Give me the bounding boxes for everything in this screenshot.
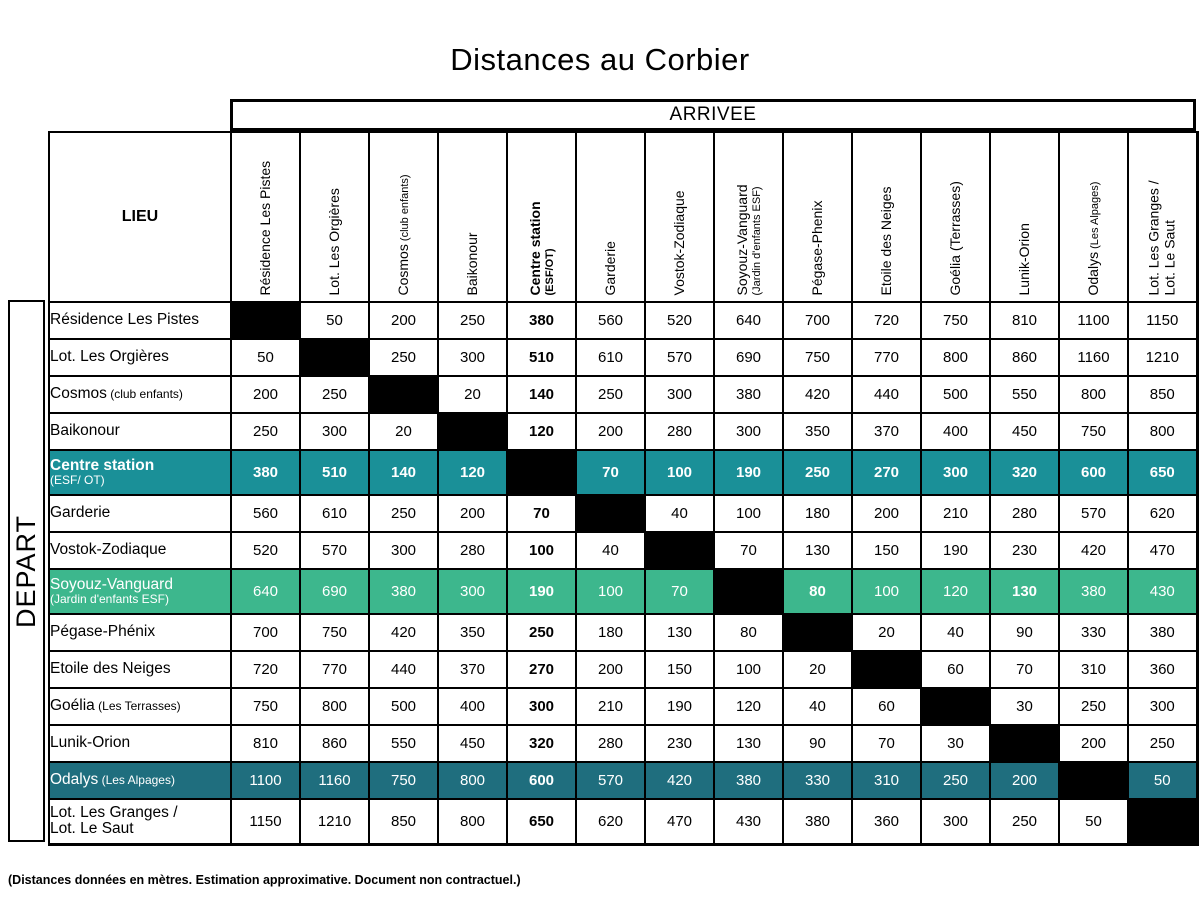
distance-cell: 360 — [852, 799, 921, 844]
row-label: Résidence Les Pistes — [49, 302, 231, 339]
col-header-text: Pégase-Phenix — [808, 200, 825, 296]
col-header — [300, 132, 369, 302]
distance-cell: 610 — [576, 339, 645, 376]
distance-cell: 300 — [1128, 688, 1197, 725]
col-header-text: Soyouz-Vanguard (Jardin d'enfants ESF) — [733, 184, 763, 296]
distance-cell: 380 — [783, 799, 852, 844]
distance-cell: 380 — [507, 302, 576, 339]
distance-cell: 80 — [783, 569, 852, 614]
col-header — [369, 132, 438, 302]
distance-cell: 550 — [369, 725, 438, 762]
row-label: Lot. Les Orgières — [49, 339, 231, 376]
distance-cell: 850 — [369, 799, 438, 844]
distance-cell: 330 — [783, 762, 852, 799]
distance-cell: 270 — [852, 450, 921, 495]
row-label: Pégase-Phénix — [49, 614, 231, 651]
arrivee-axis-label: ARRIVEE — [230, 99, 1196, 131]
distance-cell: 300 — [714, 413, 783, 450]
distance-cell: 810 — [990, 302, 1059, 339]
distance-cell: 750 — [369, 762, 438, 799]
distance-cell: 510 — [300, 450, 369, 495]
distance-cell: 20 — [369, 413, 438, 450]
table-row — [49, 532, 1197, 569]
distance-cell: 1160 — [1059, 339, 1128, 376]
distance-cell: 190 — [921, 532, 990, 569]
distance-cell: 70 — [507, 495, 576, 532]
distance-cell: 20 — [438, 376, 507, 413]
distance-cell: 610 — [300, 495, 369, 532]
distance-cell: 300 — [438, 569, 507, 614]
distance-cell: 190 — [507, 569, 576, 614]
col-header-text: Garderie — [601, 241, 618, 296]
distance-cell: 520 — [645, 302, 714, 339]
distance-cell: 800 — [1128, 413, 1197, 450]
distance-cell: 90 — [783, 725, 852, 762]
distance-cell: 750 — [231, 688, 300, 725]
distance-cell: 1210 — [300, 799, 369, 844]
distance-cell: 360 — [1128, 651, 1197, 688]
col-header — [990, 132, 1059, 302]
distance-cell: 180 — [783, 495, 852, 532]
distance-cell: 600 — [507, 762, 576, 799]
col-header-text: Vostok-Zodiaque — [670, 190, 687, 296]
lieu-header: LIEU — [49, 132, 231, 302]
col-header — [714, 132, 783, 302]
distance-cell: 120 — [921, 569, 990, 614]
row-label: Goélia (Les Terrasses) — [49, 688, 231, 725]
column-header-row — [49, 132, 1197, 302]
distance-cell: 120 — [714, 688, 783, 725]
page-title: Distances au Corbier — [450, 42, 750, 77]
distance-cell: 300 — [507, 688, 576, 725]
distance-cell: 380 — [714, 762, 783, 799]
distance-cell: 300 — [438, 339, 507, 376]
distance-cell: 70 — [852, 725, 921, 762]
distance-cell: 620 — [1128, 495, 1197, 532]
distance-cell: 30 — [990, 688, 1059, 725]
col-header — [231, 132, 300, 302]
distance-cell: 420 — [1059, 532, 1128, 569]
distance-cell: 330 — [1059, 614, 1128, 651]
footer-note: (Distances données en mètres. Estimation approximative. Document non contractuel.) — [8, 873, 521, 887]
distance-cell: 690 — [300, 569, 369, 614]
distance-cell: 300 — [300, 413, 369, 450]
diagonal-cell — [783, 614, 852, 651]
distance-cell: 180 — [576, 614, 645, 651]
distance-cell: 310 — [1059, 651, 1128, 688]
distance-cell: 70 — [645, 569, 714, 614]
table-row — [49, 799, 1197, 844]
distance-cell: 750 — [300, 614, 369, 651]
distance-cell: 100 — [852, 569, 921, 614]
distance-cell: 440 — [852, 376, 921, 413]
distance-cell: 190 — [714, 450, 783, 495]
distance-cell: 200 — [369, 302, 438, 339]
distance-cell: 320 — [507, 725, 576, 762]
distance-cell: 860 — [300, 725, 369, 762]
distance-cell: 810 — [231, 725, 300, 762]
distance-cell: 200 — [576, 413, 645, 450]
diagonal-cell — [852, 651, 921, 688]
distance-cell: 100 — [507, 532, 576, 569]
distance-cell: 570 — [1059, 495, 1128, 532]
depart-axis-text: DEPART — [11, 514, 41, 628]
distance-cell: 100 — [645, 450, 714, 495]
distance-cell: 80 — [714, 614, 783, 651]
table-row — [49, 762, 1197, 799]
distance-cell: 40 — [921, 614, 990, 651]
distance-cell: 570 — [645, 339, 714, 376]
distance-cell: 380 — [1059, 569, 1128, 614]
distance-cell: 40 — [783, 688, 852, 725]
distance-cell: 250 — [231, 413, 300, 450]
distance-cell: 250 — [576, 376, 645, 413]
distance-cell: 420 — [645, 762, 714, 799]
row-label: Lot. Les Granges / Lot. Le Saut — [49, 799, 231, 844]
table-row — [49, 376, 1197, 413]
table-row — [49, 495, 1197, 532]
col-header — [1059, 132, 1128, 302]
distance-cell: 800 — [438, 799, 507, 844]
distance-cell: 570 — [300, 532, 369, 569]
distance-cell: 270 — [507, 651, 576, 688]
distance-cell: 200 — [990, 762, 1059, 799]
distance-cell: 800 — [300, 688, 369, 725]
diagonal-cell — [231, 302, 300, 339]
distance-cell: 520 — [231, 532, 300, 569]
distance-cell: 640 — [231, 569, 300, 614]
distance-cell: 140 — [507, 376, 576, 413]
distance-cell: 230 — [990, 532, 1059, 569]
distance-cell: 250 — [1059, 688, 1128, 725]
distance-cell: 350 — [438, 614, 507, 651]
distance-cell: 300 — [921, 799, 990, 844]
distance-cell: 750 — [1059, 413, 1128, 450]
distance-cell: 400 — [438, 688, 507, 725]
depart-axis-label — [8, 300, 45, 842]
table-row — [49, 651, 1197, 688]
distance-cell: 1150 — [1128, 302, 1197, 339]
distance-cell: 60 — [921, 651, 990, 688]
table-row — [49, 302, 1197, 339]
distance-cell: 250 — [507, 614, 576, 651]
col-header — [783, 132, 852, 302]
distance-cell: 640 — [714, 302, 783, 339]
distance-cell: 770 — [852, 339, 921, 376]
distance-cell: 650 — [507, 799, 576, 844]
distance-cell: 250 — [438, 302, 507, 339]
distance-cell: 450 — [438, 725, 507, 762]
distance-cell: 230 — [645, 725, 714, 762]
distance-cell: 620 — [576, 799, 645, 844]
distance-cell: 20 — [783, 651, 852, 688]
distance-cell: 150 — [852, 532, 921, 569]
distance-cell: 250 — [783, 450, 852, 495]
diagonal-cell — [576, 495, 645, 532]
row-label: Centre station (ESF/ OT) — [49, 450, 231, 495]
distance-cell: 130 — [990, 569, 1059, 614]
distance-cell: 1150 — [231, 799, 300, 844]
distance-cell: 300 — [369, 532, 438, 569]
distance-cell: 800 — [438, 762, 507, 799]
distance-cell: 300 — [921, 450, 990, 495]
col-header — [507, 132, 576, 302]
row-label: Vostok-Zodiaque — [49, 532, 231, 569]
distance-cell: 560 — [231, 495, 300, 532]
distance-cell: 250 — [1128, 725, 1197, 762]
distance-cell: 470 — [645, 799, 714, 844]
distance-cell: 250 — [369, 495, 438, 532]
col-header-text: Goélia (Terrasses) — [946, 181, 963, 296]
row-label: Cosmos (club enfants) — [49, 376, 231, 413]
distance-cell: 370 — [852, 413, 921, 450]
row-label: Odalys (Les Alpages) — [49, 762, 231, 799]
col-header — [852, 132, 921, 302]
distance-cell: 40 — [645, 495, 714, 532]
table-row — [49, 339, 1197, 376]
distance-cell: 850 — [1128, 376, 1197, 413]
distance-cell: 570 — [576, 762, 645, 799]
col-header — [576, 132, 645, 302]
table-row — [49, 569, 1197, 614]
distance-cell: 50 — [1128, 762, 1197, 799]
distance-cell: 700 — [231, 614, 300, 651]
distance-cell: 420 — [369, 614, 438, 651]
row-label: Lunik-Orion — [49, 725, 231, 762]
col-header-text: Odalys (Les Alpages) — [1084, 181, 1101, 296]
distance-cell: 550 — [990, 376, 1059, 413]
distance-cell: 300 — [645, 376, 714, 413]
distance-cell: 600 — [1059, 450, 1128, 495]
distance-cell: 70 — [714, 532, 783, 569]
col-header-text: Etoile des Neiges — [877, 186, 894, 296]
distance-cell: 120 — [507, 413, 576, 450]
distance-cell: 250 — [921, 762, 990, 799]
distance-cell: 120 — [438, 450, 507, 495]
distance-cell: 400 — [921, 413, 990, 450]
distance-cell: 250 — [300, 376, 369, 413]
table-row — [49, 688, 1197, 725]
distance-cell: 200 — [1059, 725, 1128, 762]
row-label: Garderie — [49, 495, 231, 532]
distance-cell: 500 — [921, 376, 990, 413]
distance-cell: 60 — [852, 688, 921, 725]
distance-cell: 200 — [438, 495, 507, 532]
distance-cell: 380 — [231, 450, 300, 495]
distance-cell: 560 — [576, 302, 645, 339]
col-header-text: Baikonour — [463, 232, 480, 296]
distance-cell: 200 — [231, 376, 300, 413]
distance-cell: 450 — [990, 413, 1059, 450]
distance-cell: 690 — [714, 339, 783, 376]
table-row — [49, 725, 1197, 762]
distance-cell: 280 — [645, 413, 714, 450]
distance-cell: 1160 — [300, 762, 369, 799]
table-row — [49, 450, 1197, 495]
distance-cell: 370 — [438, 651, 507, 688]
distance-cell: 750 — [783, 339, 852, 376]
distance-cell: 500 — [369, 688, 438, 725]
distance-cell: 700 — [783, 302, 852, 339]
distance-cell: 860 — [990, 339, 1059, 376]
distance-cell: 200 — [576, 651, 645, 688]
distance-cell: 430 — [1128, 569, 1197, 614]
distance-cell: 280 — [438, 532, 507, 569]
distance-cell: 70 — [990, 651, 1059, 688]
table-row — [49, 614, 1197, 651]
diagonal-cell — [1128, 799, 1197, 844]
distance-cell: 380 — [1128, 614, 1197, 651]
distance-cell: 130 — [645, 614, 714, 651]
distance-cell: 310 — [852, 762, 921, 799]
diagonal-cell — [990, 725, 1059, 762]
distance-cell: 70 — [576, 450, 645, 495]
distance-cell: 130 — [783, 532, 852, 569]
distance-cell: 190 — [645, 688, 714, 725]
diagonal-cell — [438, 413, 507, 450]
distance-cell: 510 — [507, 339, 576, 376]
distance-cell: 800 — [921, 339, 990, 376]
table-row — [49, 413, 1197, 450]
row-label: Baikonour — [49, 413, 231, 450]
distance-cell: 1210 — [1128, 339, 1197, 376]
distance-cell: 650 — [1128, 450, 1197, 495]
distance-cell: 100 — [714, 651, 783, 688]
col-header — [438, 132, 507, 302]
distance-cell: 250 — [369, 339, 438, 376]
col-header — [921, 132, 990, 302]
col-header-text: Lot. Les Orgières — [325, 188, 342, 296]
col-header-text: Centre station (ESF/OT) — [526, 201, 556, 296]
distance-cell: 430 — [714, 799, 783, 844]
distance-cell: 280 — [576, 725, 645, 762]
distance-cell: 50 — [231, 339, 300, 376]
distance-cell: 750 — [921, 302, 990, 339]
distance-cell: 350 — [783, 413, 852, 450]
col-header-text: Cosmos (club enfants) — [394, 174, 411, 296]
distance-cell: 50 — [300, 302, 369, 339]
distance-cell: 800 — [1059, 376, 1128, 413]
row-label: Soyouz-Vanguard (Jardin d'enfants ESF) — [49, 569, 231, 614]
distance-cell: 210 — [921, 495, 990, 532]
col-header-text: Lunik-Orion — [1015, 223, 1032, 296]
row-label: Etoile des Neiges — [49, 651, 231, 688]
col-header — [1128, 132, 1197, 302]
distance-cell: 210 — [576, 688, 645, 725]
distance-cell: 320 — [990, 450, 1059, 495]
distance-cell: 90 — [990, 614, 1059, 651]
distance-cell: 250 — [990, 799, 1059, 844]
distance-cell: 30 — [921, 725, 990, 762]
distance-cell: 150 — [645, 651, 714, 688]
diagonal-cell — [1059, 762, 1128, 799]
distance-cell: 140 — [369, 450, 438, 495]
distance-cell: 40 — [576, 532, 645, 569]
diagonal-cell — [921, 688, 990, 725]
distance-cell: 720 — [231, 651, 300, 688]
distance-cell: 20 — [852, 614, 921, 651]
distance-cell: 1100 — [231, 762, 300, 799]
distance-cell: 200 — [852, 495, 921, 532]
distance-cell: 100 — [714, 495, 783, 532]
distance-cell: 380 — [369, 569, 438, 614]
diagonal-cell — [369, 376, 438, 413]
diagonal-cell — [300, 339, 369, 376]
distance-cell: 1100 — [1059, 302, 1128, 339]
distance-cell: 130 — [714, 725, 783, 762]
diagonal-cell — [645, 532, 714, 569]
distance-cell: 380 — [714, 376, 783, 413]
distance-cell: 50 — [1059, 799, 1128, 844]
distance-cell: 770 — [300, 651, 369, 688]
distance-cell: 720 — [852, 302, 921, 339]
col-header-text: Lot. Les Granges / Lot. Le Saut — [1145, 180, 1178, 296]
distance-cell: 440 — [369, 651, 438, 688]
diagonal-cell — [507, 450, 576, 495]
col-header — [645, 132, 714, 302]
col-header-text: Résidence Les Pistes — [256, 160, 273, 296]
diagonal-cell — [714, 569, 783, 614]
distance-table — [48, 131, 1199, 846]
distance-cell: 420 — [783, 376, 852, 413]
distance-cell: 470 — [1128, 532, 1197, 569]
distance-cell: 100 — [576, 569, 645, 614]
distance-cell: 280 — [990, 495, 1059, 532]
